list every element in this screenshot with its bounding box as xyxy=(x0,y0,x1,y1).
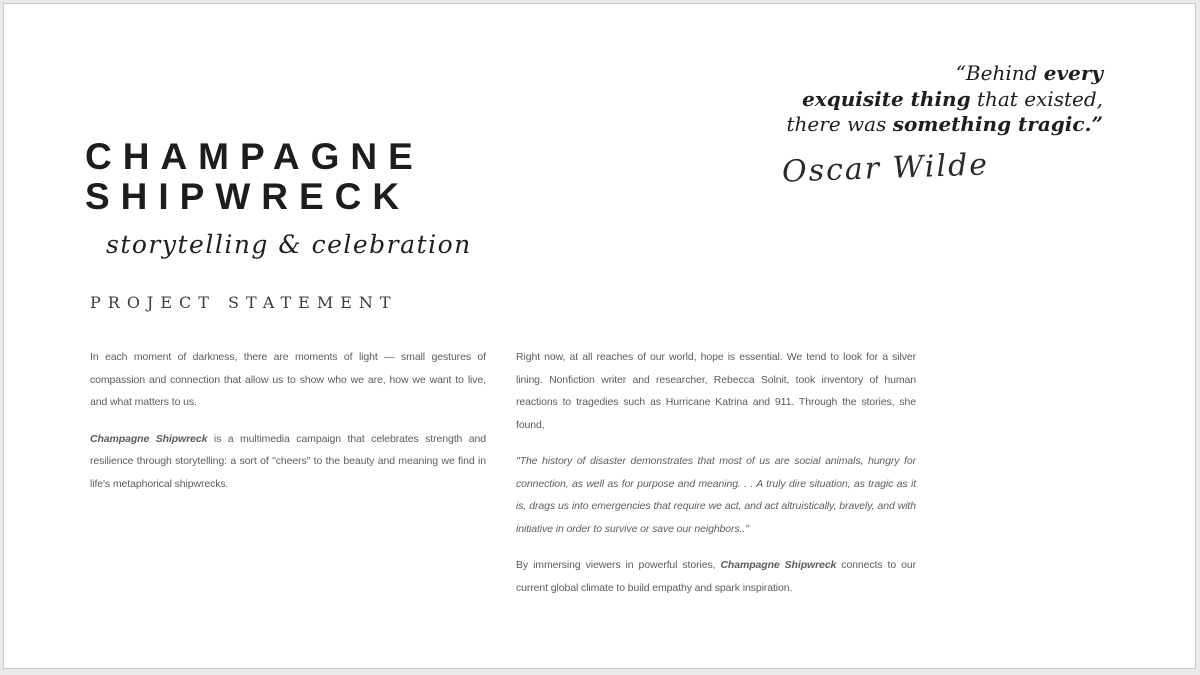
quote-text: there was xyxy=(786,112,893,136)
project-title-line-1: CHAMPAGNE xyxy=(85,136,424,177)
quote-text-bold: exquisite thing xyxy=(802,86,971,111)
paragraph-campaign xyxy=(90,428,486,496)
oscar-wilde-signature: Oscar Wilde xyxy=(781,146,990,190)
campaign-name: Champagne Shipwreck xyxy=(90,432,208,445)
paragraph-text: is a multimedia campaign that celebrates strength and resilience through storytelling: a sort of "cheers" to the beauty and meaning we find in life's metaphorical shipwrecks. xyxy=(90,432,486,490)
section-heading: PROJECT STATEMENT xyxy=(90,293,398,312)
left-column xyxy=(90,346,486,509)
quote-block xyxy=(723,61,1103,190)
quote-text: “Behind xyxy=(955,61,1044,85)
quote-line-2 xyxy=(723,87,1103,113)
quote-text-bold: every xyxy=(1043,61,1103,85)
quote-line-3 xyxy=(723,112,1103,138)
project-subtitle: storytelling & celebration xyxy=(106,230,472,259)
slide-canvas xyxy=(3,3,1196,669)
campaign-name: Champagne Shipwreck xyxy=(720,559,837,571)
paragraph-text: By immersing viewers in powerful stories, xyxy=(516,559,721,571)
paragraph-context: Right now, at all reaches of our world, hope is essential. We tend to look for a silver lining. Nonfiction writer and researcher, Rebecca Solnit, took inventory of human reactions to tragedies such as Hurricane Katrina and 911. Through the stories, she found, xyxy=(516,351,916,431)
project-title-line-2: SHIPWRECK xyxy=(85,176,411,217)
paragraph-text: connects to our current global climate to build empathy and spark inspiration. xyxy=(516,559,916,594)
quote-line-1 xyxy=(723,61,1103,87)
paragraph-intro: In each moment of darkness, there are moments of light — small gestures of compassion and connection that allow us to show who we are, how we want to live, and what matters to us. xyxy=(90,351,486,408)
quote-text: that existed, xyxy=(970,86,1103,111)
paragraph-solnit-quote: "The history of disaster demonstrates that most of us are social animals, hungry for connection, as well as for purpose and meaning. . . A truly dire situation, as tragic as it is, drags us into emergencies that require we act, and act altruistically, bravely, and with initiative in order to survive or save our neighbors.." xyxy=(516,455,916,535)
quote-text-bold: something tragic.” xyxy=(892,112,1103,136)
paragraph-closing xyxy=(516,554,916,599)
project-title xyxy=(85,137,424,217)
right-column xyxy=(516,346,916,613)
